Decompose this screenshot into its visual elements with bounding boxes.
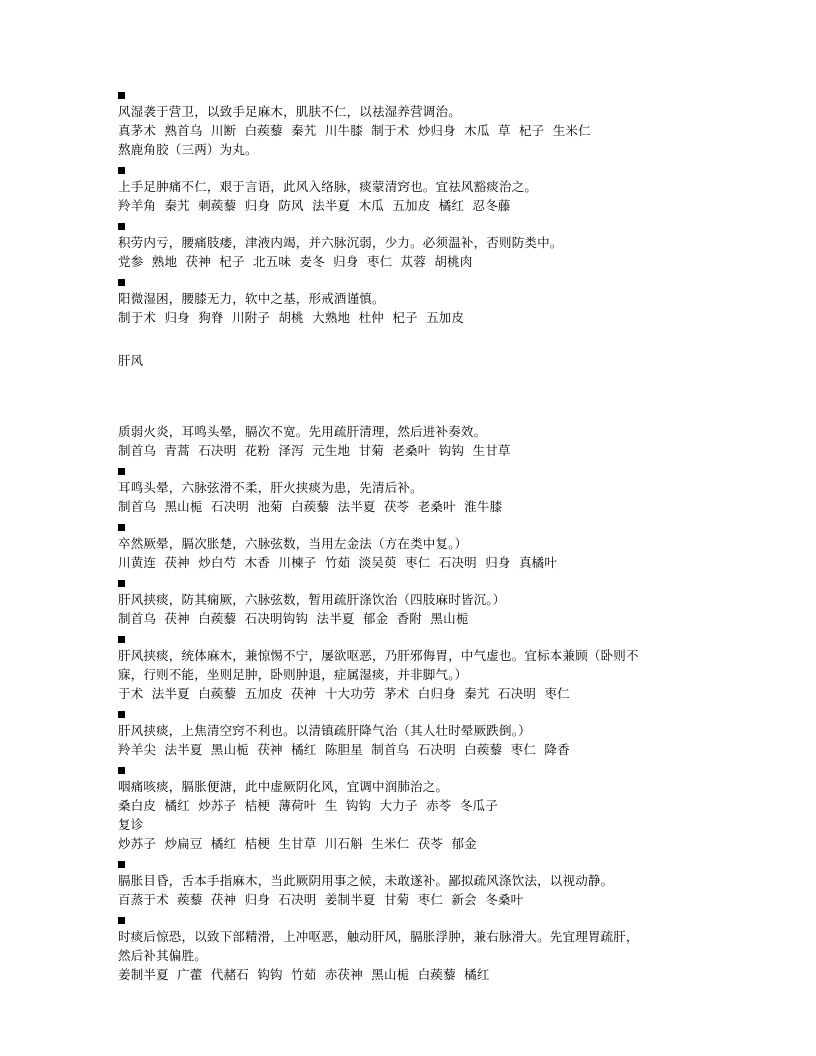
paragraph-line: 卒然厥晕，膈次胀楚，六脉弦数，当用左金法（方在类中复。） <box>118 536 468 551</box>
prescription-line: 制首乌 黑山栀 石决明 池菊 白蒺藜 法半夏 茯苓 老桑叶 淮牛膝 <box>118 499 503 514</box>
text-block <box>118 279 698 327</box>
bullet-marker-icon <box>118 92 125 99</box>
paragraph-line: 风湿袭于营卫，以致手足麻木，肌肤不仁，以祛湿养营调治。 <box>118 104 461 119</box>
text-block <box>118 223 698 271</box>
bullet-marker-icon <box>118 636 125 643</box>
paragraph-line: 肝风挟痰，上焦清空窍不利也。以清镇疏肝降气治（其人壮时晕厥跌倒。） <box>118 723 531 738</box>
paragraph-line: 上手足肿痛不仁，艰于言语，此风入络脉，痰蒙清窍也。宜祛风豁痰治之。 <box>118 179 538 194</box>
prescription-line: 羚羊尖 法半夏 黑山栀 茯神 橘红 陈胆星 制首乌 石决明 白蒺藜 枣仁 降香 <box>118 742 570 757</box>
bullet-marker-icon <box>118 279 125 286</box>
text-block <box>118 917 698 984</box>
text-block <box>118 524 698 572</box>
prescription-line: 制首乌 青蒿 石决明 花粉 泽泻 元生地 甘菊 老桑叶 钩钩 生甘草 <box>118 443 511 458</box>
text-block <box>118 636 698 703</box>
prescription-line: 桑白皮 橘红 炒苏子 桔梗 薄荷叶 生 钩钩 大力子 赤苓 冬瓜子 <box>118 798 498 813</box>
followup-label: 复诊 <box>118 817 144 832</box>
paragraph-line: 咽痛咳痰，膈胀便溏，此中虚厥阴化风，宜调中润肺治之。 <box>118 779 449 794</box>
prescription-line: 制首乌 茯神 白蒺藜 石决明钩钩 法半夏 郁金 香附 黑山栀 <box>118 611 469 626</box>
text-block <box>118 468 698 516</box>
paragraph-line: 质弱火炎，耳鸣头晕，膈次不宽。先用疏肝清理，然后进补奏效。 <box>118 424 487 439</box>
bullet-marker-icon <box>118 468 125 475</box>
text-block <box>118 92 698 159</box>
text-block <box>118 422 698 460</box>
prescription-line: 于术 法半夏 白蒺藜 五加皮 茯神 十大功劳 茅术 白归身 秦艽 石决明 枣仁 <box>118 686 570 701</box>
prescription-line: 炒苏子 炒扁豆 橘红 桔梗 生甘草 川石斛 生米仁 茯苓 郁金 <box>118 836 477 851</box>
prescription-line: 制于术 归身 狗脊 川附子 胡桃 大熟地 杜仲 杞子 五加皮 <box>118 310 465 325</box>
prescription-line: 党参 熟地 茯神 杞子 北五味 麦冬 归身 枣仁 苁蓉 胡桃肉 <box>118 254 473 269</box>
prescription-line: 川黄连 茯神 炒白芍 木香 川楝子 竹茹 淡吴萸 枣仁 石决明 归身 真橘叶 <box>118 555 558 570</box>
text-block <box>118 767 698 853</box>
paragraph-line: 时痰后惊恐，以致下部精滑，上冲呕恶，触动肝风，膈胀浮肿，兼右脉滑大。先宜理胃疏肝， <box>118 929 639 944</box>
text-block <box>118 167 698 215</box>
bullet-marker-icon <box>118 580 125 587</box>
prescription-line: 羚羊角 秦艽 刺蒺藜 归身 防风 法半夏 木瓜 五加皮 橘红 忍冬藤 <box>118 198 511 213</box>
paragraph-line: 阳微湿困，腰膝无力，软中之基，形戒酒谨慎。 <box>118 291 385 306</box>
text-block <box>118 861 698 909</box>
prescription-line: 百蒸于术 蒺藜 茯神 归身 石决明 姜制半夏 甘菊 枣仁 新会 冬桑叶 <box>118 892 524 907</box>
bullet-marker-icon <box>118 861 125 868</box>
paragraph-line: 耳鸣头晕，六脉弦滑不柔，肝火挟痰为患，先清后补。 <box>118 480 423 495</box>
bullet-marker-icon <box>118 711 125 718</box>
bullet-marker-icon <box>118 917 125 924</box>
bullet-marker-icon <box>118 167 125 174</box>
bullet-marker-icon <box>118 223 125 230</box>
paragraph-line: 膈胀目昏，舌本手指麻木，当此厥阴用事之候，未敢遂补。鄙拟疏风涤饮法，以视动静。 <box>118 873 614 888</box>
paragraph-line: 肝风挟痰，统体麻木，兼惊惕不宁，屡欲呕恶，乃肝邪侮胃，中气虚也。宜标本兼顾（卧则不 <box>118 648 639 663</box>
paragraph-line: 寐，行则不能，坐则足肿，卧则肿退，症属湿痰，并非脚气。） <box>118 667 468 682</box>
paragraph-line: 肝风挟痰，防其痫厥，六脉弦数，暂用疏肝涤饮治（四肢麻时皆沉。） <box>118 592 506 607</box>
section-heading: 肝风 <box>118 353 144 368</box>
paragraph-line: 积劳内亏，腰痛肢痿，津液内竭，并六脉沉弱，少力。必须温补，否则防类中。 <box>118 235 563 250</box>
bullet-marker-icon <box>118 524 125 531</box>
prescription-line: 熬鹿角胶（三两）为丸。 <box>118 142 258 157</box>
prescription-line: 姜制半夏 广藿 代赭石 钩钩 竹茹 赤茯神 黑山栀 白蒺藜 橘红 <box>118 967 490 982</box>
text-block <box>118 711 698 759</box>
paragraph-line: 然后补其偏胜。 <box>118 948 207 963</box>
document-body <box>118 92 698 984</box>
prescription-line: 真茅术 熟首乌 川断 白蒺藜 秦艽 川牛膝 制于术 炒归身 木瓜 草 杞子 生米仁 <box>118 123 591 138</box>
bullet-marker-icon <box>118 767 125 774</box>
text-block <box>118 580 698 628</box>
